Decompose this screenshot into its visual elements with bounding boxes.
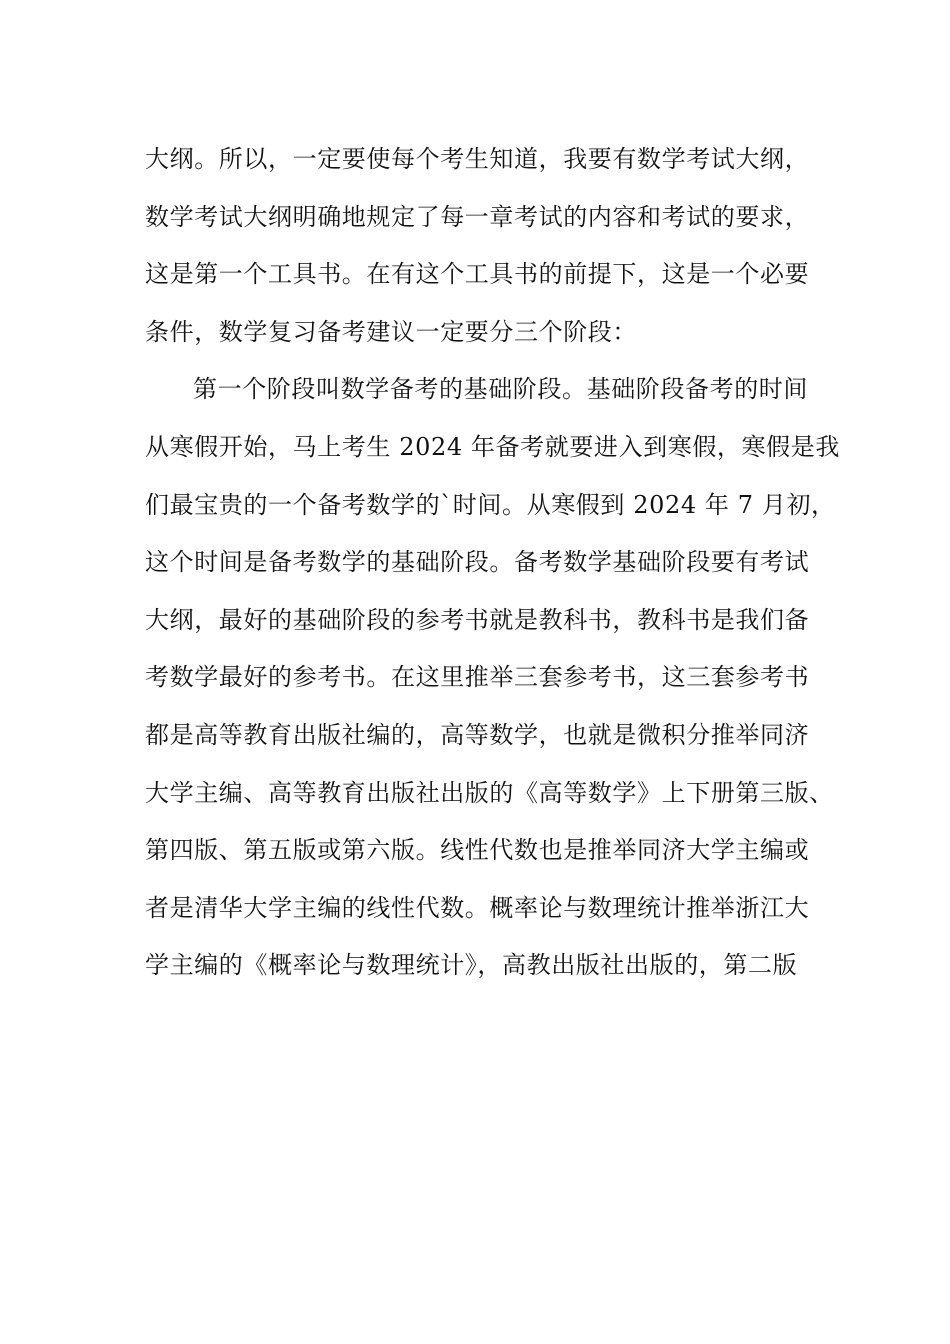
text-line: 条件，数学复习备考建议一定要分三个阶段： (145, 317, 637, 346)
text-line: 大纲。所以，一定要使每个考生知道，我要有数学考试大纲， (145, 145, 810, 173)
text-line: 者是清华大学主编的线性代数。概率论与数理统计推举浙江大 (145, 893, 810, 922)
paragraph-first-line: 第一个阶段叫数学备考的基础阶段。基础阶段备考的时间 (193, 375, 808, 404)
text-line: 数学考试大纲明确地规定了每一章考试的内容和考试的要求， (145, 202, 810, 231)
text-line: 这个时间是备考数学的基础阶段。备考数学基础阶段要有考试 (145, 548, 810, 577)
text-line: 都是高等教育出版社编的，高等数学，也就是微积分推举同济 (145, 720, 810, 749)
text-line: 这是第一个工具书。在有这个工具书的前提下，这是一个必要 (145, 260, 810, 289)
text-line: 学主编的《概率论与数理统计》，高教出版社出版的，第二版 (145, 951, 798, 980)
text-line: 大学主编、高等教育出版社出版的《高等数学》上下册第三版、 (145, 778, 834, 807)
text-line: 第四版、第五版或第六版。线性代数也是推举同济大学主编或 (145, 836, 810, 865)
text-line: 们最宝贵的一个备考数学的`时间。从寒假到 2024 年 7 月初， (145, 490, 836, 519)
text-line: 从寒假开始，马上考生 2024 年备考就要进入到寒假，寒假是我 (145, 432, 840, 461)
text-line: 考数学最好的参考书。在这里推举三套参考书，这三套参考书 (145, 663, 810, 692)
text-line: 大纲，最好的基础阶段的参考书就是教科书，教科书是我们备 (145, 605, 810, 634)
document-body (145, 131, 840, 995)
